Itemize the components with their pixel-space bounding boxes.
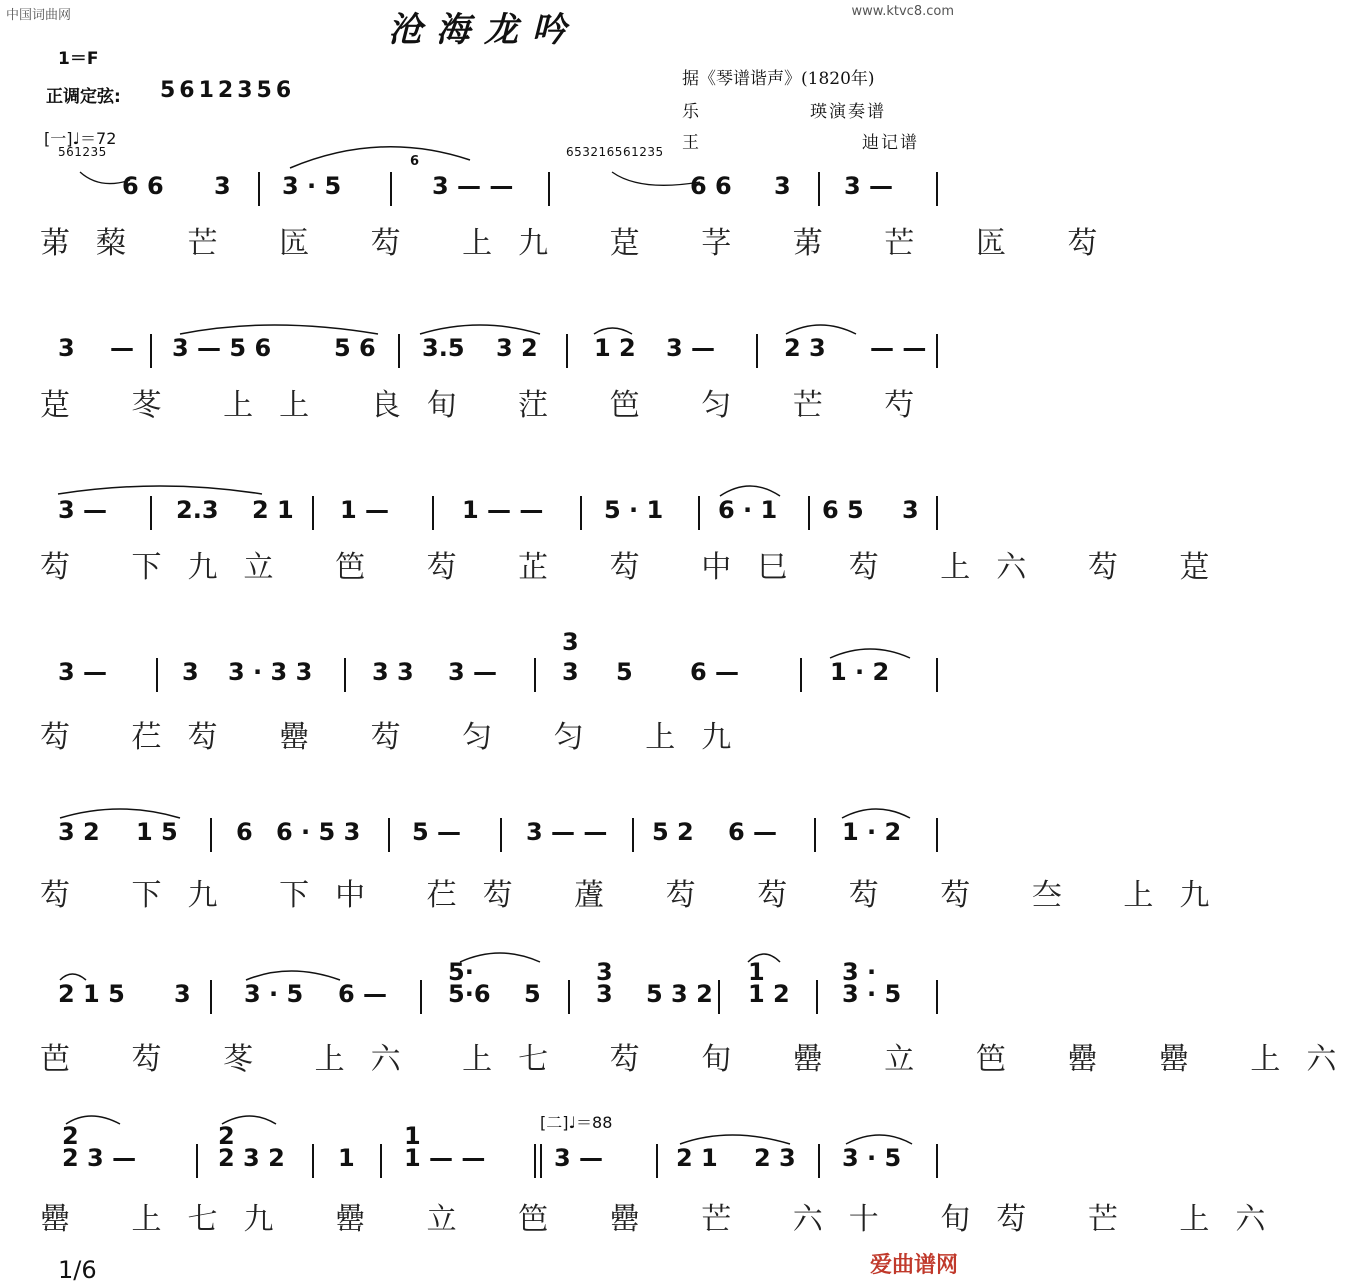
note-group: 3 — xyxy=(844,172,894,200)
note-group: 5 xyxy=(524,980,541,1008)
note-group: 2 3 xyxy=(784,334,826,362)
ornament-1: 561235 xyxy=(58,145,107,159)
note-group: 3 · 5 xyxy=(244,980,304,1008)
note-group: 3 2 xyxy=(496,334,538,362)
slur xyxy=(720,486,780,496)
note-group: 3 xyxy=(562,628,579,656)
tablature-row-7: 罍 上七九 罍 立 笆 罍 芒 六十 旬芶 芒 上六 xyxy=(40,1202,1292,1237)
note-group: 1 — — xyxy=(462,496,544,524)
note-group: 1 5 xyxy=(136,818,178,846)
slur xyxy=(748,954,780,962)
slur xyxy=(420,325,540,334)
note-group: 6 · 5 3 xyxy=(276,818,361,846)
slur xyxy=(66,1116,120,1124)
note-group: 1 xyxy=(338,1144,355,1172)
note-group: 2 xyxy=(62,1122,79,1150)
note-group: 6 · 1 xyxy=(718,496,778,524)
note-group: 1 xyxy=(748,958,765,986)
note-group: 3.5 xyxy=(422,334,465,362)
watermark-left: 中国词曲网 xyxy=(6,8,72,23)
slur xyxy=(680,1135,790,1144)
note-group: 1 · 2 xyxy=(830,658,890,686)
note-group: 5 2 xyxy=(652,818,694,846)
ornament-2: 653216561235 xyxy=(566,145,664,159)
note-group: 6 6 xyxy=(122,172,164,200)
tablature-row-2: 莡 苳 上上 良旬 茳 笆 匀 芒 芍 xyxy=(40,388,941,423)
note-group: 1 2 xyxy=(748,980,790,1008)
page-number: 1/6 xyxy=(58,1256,97,1284)
note-group: 3 — 5 6 xyxy=(172,334,272,362)
slur xyxy=(58,486,262,494)
tuning-notes: 5612356 xyxy=(160,78,296,103)
note-group: 3 xyxy=(562,658,579,686)
section-2-tempo: ♩＝88 xyxy=(568,1113,613,1132)
note-group: 3 xyxy=(174,980,191,1008)
note-group: 2 3 2 xyxy=(218,1144,285,1172)
tablature-row-1: 苐蔾 芒 匟 芶 上九 莡 芓 苐 芒 匟 芶 xyxy=(40,226,1124,261)
slur xyxy=(60,974,86,980)
slur xyxy=(80,172,130,184)
tablature-row-5: 芶 下九 下中 芢芶 蔖 芶 芶 芶 芶 夳 上九 xyxy=(40,878,1236,913)
key-signature: 1＝F xyxy=(58,49,99,69)
slur xyxy=(460,953,540,962)
note-group: 5 6 xyxy=(334,334,376,362)
section-1-tempo: ♩＝72 xyxy=(72,129,117,148)
tuning-label: 正调定弦: xyxy=(46,87,121,107)
note-group: 3 xyxy=(774,172,791,200)
note-group: 2 1 5 xyxy=(58,980,125,1008)
note-group: 2 3 xyxy=(754,1144,796,1172)
slur xyxy=(612,172,700,185)
site-logo: 爱曲谱网 xyxy=(869,1253,958,1278)
note-group: 1 — xyxy=(340,496,390,524)
note-group: 6 5 xyxy=(822,496,864,524)
note-group: 5 · 1 xyxy=(604,496,664,524)
note-group: 2 1 xyxy=(676,1144,718,1172)
slur xyxy=(846,1135,912,1144)
note-group: 3 xyxy=(214,172,231,200)
note-group: 3 — xyxy=(58,496,108,524)
note-group: 3 2 xyxy=(58,818,100,846)
slur xyxy=(180,325,378,334)
note-group: 3 xyxy=(58,334,75,362)
note-group: 1 — — xyxy=(404,1144,486,1172)
recorder-right: 迪记谱 xyxy=(862,133,919,153)
slur xyxy=(222,1116,276,1124)
source-credit: 据《琴谱谐声》(1820年) xyxy=(682,69,875,89)
note-group: 2 1 xyxy=(252,496,294,524)
note-group: 5 xyxy=(616,658,633,686)
note-group: 2 xyxy=(218,1122,235,1150)
section-1-mark: [一] xyxy=(44,129,73,148)
note-group: 3 · 5 xyxy=(842,1144,902,1172)
note-group: 1 · 2 xyxy=(842,818,902,846)
slur xyxy=(290,147,470,168)
note-group: 3 · xyxy=(842,958,877,986)
note-group: 3 xyxy=(902,496,919,524)
note-group: 6 — xyxy=(728,818,778,846)
performer-right: 瑛演奏谱 xyxy=(810,102,886,122)
slur xyxy=(246,971,340,980)
note-group: 3 — — xyxy=(526,818,608,846)
note-group: 3 — xyxy=(554,1144,604,1172)
note-group: 3 — xyxy=(666,334,716,362)
tablature-row-4: 芶 芢芶 罍 芶 匀 匀 上九 xyxy=(40,720,758,755)
note-group: 3 · 5 xyxy=(842,980,902,1008)
tablature-row-3: 芶 下九立 笆 芶 芷 芶 中巳 芶 上六 芶 莡 xyxy=(40,550,1236,585)
note-group: 3 xyxy=(596,980,613,1008)
slur xyxy=(830,649,910,658)
section-2-mark: [二] xyxy=(540,1113,569,1132)
note-group: 3 · 3 3 xyxy=(228,658,313,686)
note-group: 1 2 xyxy=(594,334,636,362)
slur xyxy=(60,809,180,818)
slur xyxy=(594,328,632,334)
slur xyxy=(786,325,856,334)
note-group: 6 — xyxy=(690,658,740,686)
note-group: 6 xyxy=(236,818,253,846)
note-group: 5 — xyxy=(412,818,462,846)
note-group: 3 xyxy=(596,958,613,986)
grace-note: 6 xyxy=(410,154,420,169)
note-group: 3 — xyxy=(58,658,108,686)
watermark-right: www.ktvc8.com xyxy=(851,4,954,19)
note-group: 1 xyxy=(404,1122,421,1150)
note-group: 3 — — xyxy=(432,172,514,200)
note-group: 5·6 xyxy=(448,980,491,1008)
note-group: 6 — xyxy=(338,980,388,1008)
note-group: 3 · 5 xyxy=(282,172,342,200)
note-group: 3 3 xyxy=(372,658,414,686)
tablature-row-6: 芭 芶 苳 上六 上七 芶 旬 罍 立 笆 罍 罍 上六 xyxy=(40,1042,1362,1077)
note-group: 3 — xyxy=(448,658,498,686)
recorder-left: 王 xyxy=(682,133,699,153)
note-group: — xyxy=(110,334,134,362)
note-group: 6 6 xyxy=(690,172,732,200)
slur xyxy=(842,809,910,818)
note-group: 5· xyxy=(448,958,474,986)
note-group: 2.3 xyxy=(176,496,219,524)
note-group: — — xyxy=(870,334,927,362)
score-title: 沧海龙吟 xyxy=(388,10,580,50)
performer-left: 乐 xyxy=(682,102,699,122)
note-group: 2 3 — xyxy=(62,1144,137,1172)
note-group: 5 3 2 xyxy=(646,980,713,1008)
note-group: 3 xyxy=(182,658,199,686)
